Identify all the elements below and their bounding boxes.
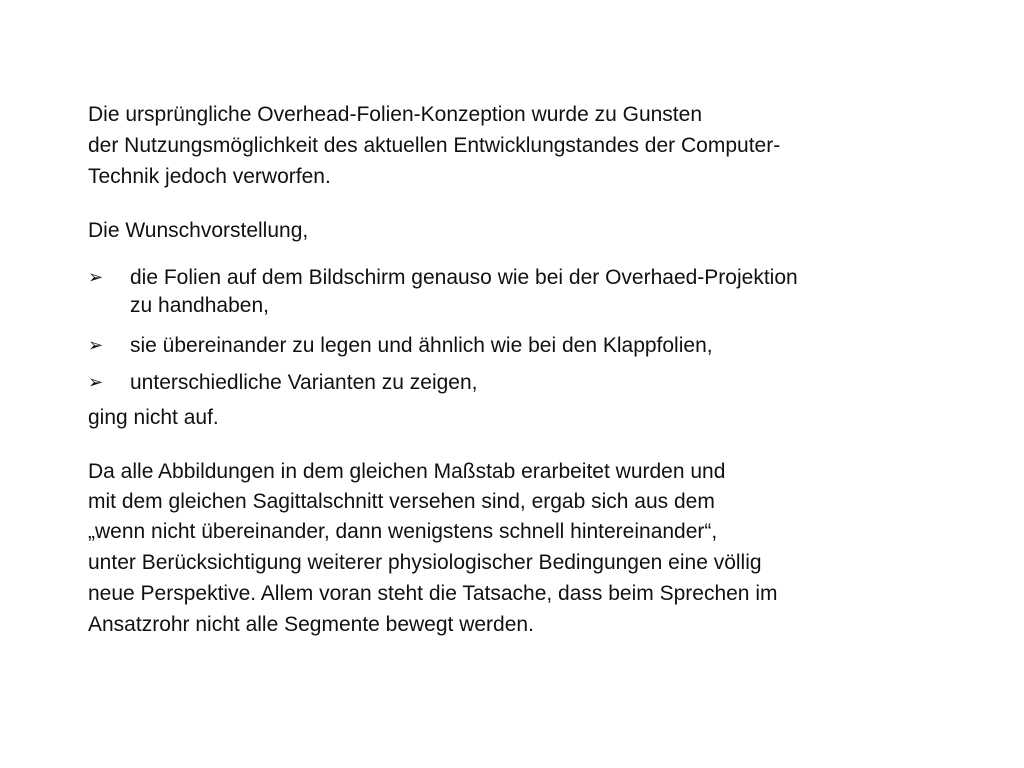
bullet-text: sie übereinander zu legen und ähnlich wie bei den Klappfolien, <box>130 334 713 357</box>
paragraph-line: Ansatzrohr nicht alle Segmente bewegt werden. <box>88 613 534 636</box>
bullet-text: die Folien auf dem Bildschirm genauso wie bei der Overhaed-Projektion <box>130 266 798 289</box>
bullet-text: unterschiedliche Varianten zu zeigen, <box>130 371 478 394</box>
paragraph-line: mit dem gleichen Sagittalschnitt versehen sind, ergab sich aus dem <box>88 490 715 513</box>
arrow-bullet-icon: ➢ <box>88 372 104 392</box>
paragraph-line: „wenn nicht übereinander, dann wenigstens schnell hintereinander“, <box>88 520 718 543</box>
wish-intro: Die Wunschvorstellung, <box>88 219 309 242</box>
wish-conclusion: ging nicht auf. <box>88 406 219 429</box>
paragraph-line: Die ursprüngliche Overhead-Folien-Konzeption wurde zu Gunsten <box>88 103 703 126</box>
paragraph-line: Da alle Abbildungen in dem gleichen Maßstab erarbeitet wurden und <box>88 460 726 483</box>
paragraph-line: der Nutzungsmöglichkeit des aktuellen Entwicklungstandes der Computer- <box>88 134 781 157</box>
arrow-bullet-icon: ➢ <box>88 267 104 287</box>
paragraph-line: unter Berücksichtigung weiterer physiologischer Bedingungen eine völlig <box>88 551 762 574</box>
paragraph-line: Technik jedoch verworfen. <box>88 165 331 188</box>
paragraph-line: neue Perspektive. Allem voran steht die Tatsache, dass beim Sprechen im <box>88 582 778 605</box>
bullet-text-continuation: zu handhaben, <box>130 294 269 317</box>
arrow-bullet-icon: ➢ <box>88 335 104 355</box>
